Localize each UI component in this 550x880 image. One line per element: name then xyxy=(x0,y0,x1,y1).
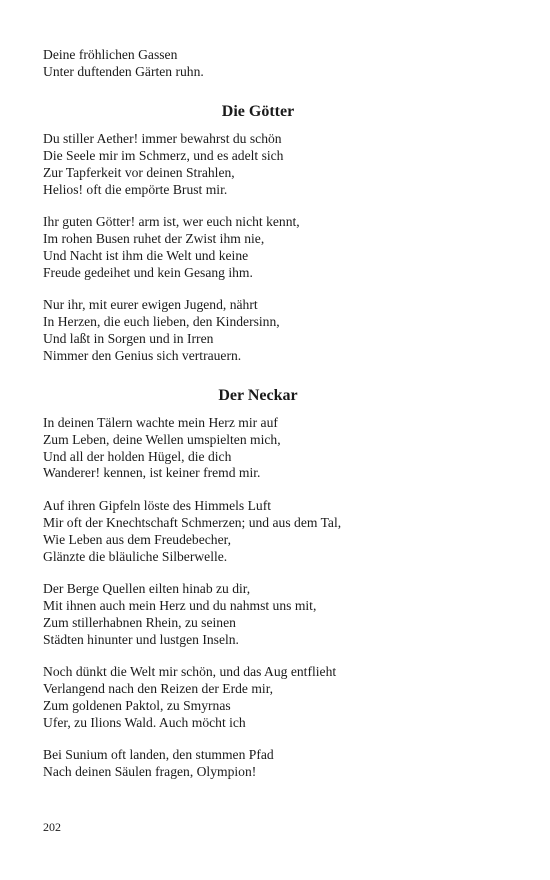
verse-line: Die Seele mir im Schmerz, und es adelt sich xyxy=(43,147,284,163)
stanza xyxy=(43,131,473,199)
poem-title: Der Neckar xyxy=(218,386,298,404)
verse-line: Zum stillerhabnen Rhein, zu seinen xyxy=(43,614,236,630)
page-text xyxy=(43,47,473,797)
verse-line: Und laßt in Sorgen und in Irren xyxy=(43,330,214,346)
verse-line: Du stiller Aether! immer bewahrst du schön xyxy=(43,130,282,146)
verse-line: Wanderer! kennen, ist keiner fremd mir. xyxy=(43,465,261,481)
verse-line: Und Nacht ist ihm die Welt und keine xyxy=(43,247,249,263)
verse-line: Ufer, zu Ilions Wald. Auch möcht ich xyxy=(43,714,246,730)
verse-line: Städten hinunter und lustgen Inseln. xyxy=(43,631,239,647)
verse-line: Mit ihnen auch mein Herz und du nahmst uns mit, xyxy=(43,597,317,613)
verse-line: Ihr guten Götter! arm ist, wer euch nicht kennt, xyxy=(43,213,300,229)
stanza xyxy=(43,498,473,566)
stanza xyxy=(43,297,473,365)
verse-line: Nur ihr, mit eurer ewigen Jugend, nährt xyxy=(43,297,258,313)
stanza xyxy=(43,664,473,732)
verse-line: Verlangend nach den Reizen der Erde mir, xyxy=(43,680,274,696)
verse-line: Helios! oft die empörte Brust mir. xyxy=(43,181,228,197)
verse-line: Und all der holden Hügel, die dich xyxy=(43,448,232,464)
stanza xyxy=(43,214,473,282)
verse-line: Noch dünkt die Welt mir schön, und das Aug entflieht xyxy=(43,664,337,680)
page-number: 202 xyxy=(43,820,61,834)
verse-line: Mir oft der Knechtschaft Schmerzen; und aus dem Tal, xyxy=(43,514,342,530)
verse-line: In deinen Tälern wachte mein Herz mir auf xyxy=(43,414,278,430)
verse-line: Zum Leben, deine Wellen umspielten mich, xyxy=(43,431,281,447)
verse-line: Im rohen Busen ruhet der Zwist ihm nie, xyxy=(43,230,265,246)
verse-line: Glänzte die bläuliche Silberwelle. xyxy=(43,548,228,564)
verse-line: Unter duftenden Gärten ruhn. xyxy=(43,63,204,79)
stanza xyxy=(43,581,473,649)
opening-stanza xyxy=(43,47,473,81)
verse-line: Nimmer den Genius sich vertrauern. xyxy=(43,347,242,363)
verse-line: Nach deinen Säulen fragen, Olympion! xyxy=(43,764,257,780)
stanza xyxy=(43,415,473,483)
verse-line: Freude gedeihet und kein Gesang ihm. xyxy=(43,264,253,280)
verse-line: Auf ihren Gipfeln löste des Himmels Luft xyxy=(43,497,272,513)
verse-line: Wie Leben aus dem Freudebecher, xyxy=(43,531,232,547)
verse-line: Deine fröhlichen Gassen xyxy=(43,47,178,62)
verse-line: Bei Sunium oft landen, den stummen Pfad xyxy=(43,747,274,763)
verse-line: Zur Tapferkeit vor deinen Strahlen, xyxy=(43,164,235,180)
verse-line: Der Berge Quellen eilten hinab zu dir, xyxy=(43,580,251,596)
verse-line: In Herzen, die euch lieben, den Kindersinn, xyxy=(43,313,280,329)
stanza xyxy=(43,747,473,781)
poem-der-neckar xyxy=(43,386,473,781)
poem-die-goetter xyxy=(43,102,473,365)
verse-line: Zum goldenen Paktol, zu Smyrnas xyxy=(43,697,231,713)
poem-title: Die Götter xyxy=(221,102,295,120)
